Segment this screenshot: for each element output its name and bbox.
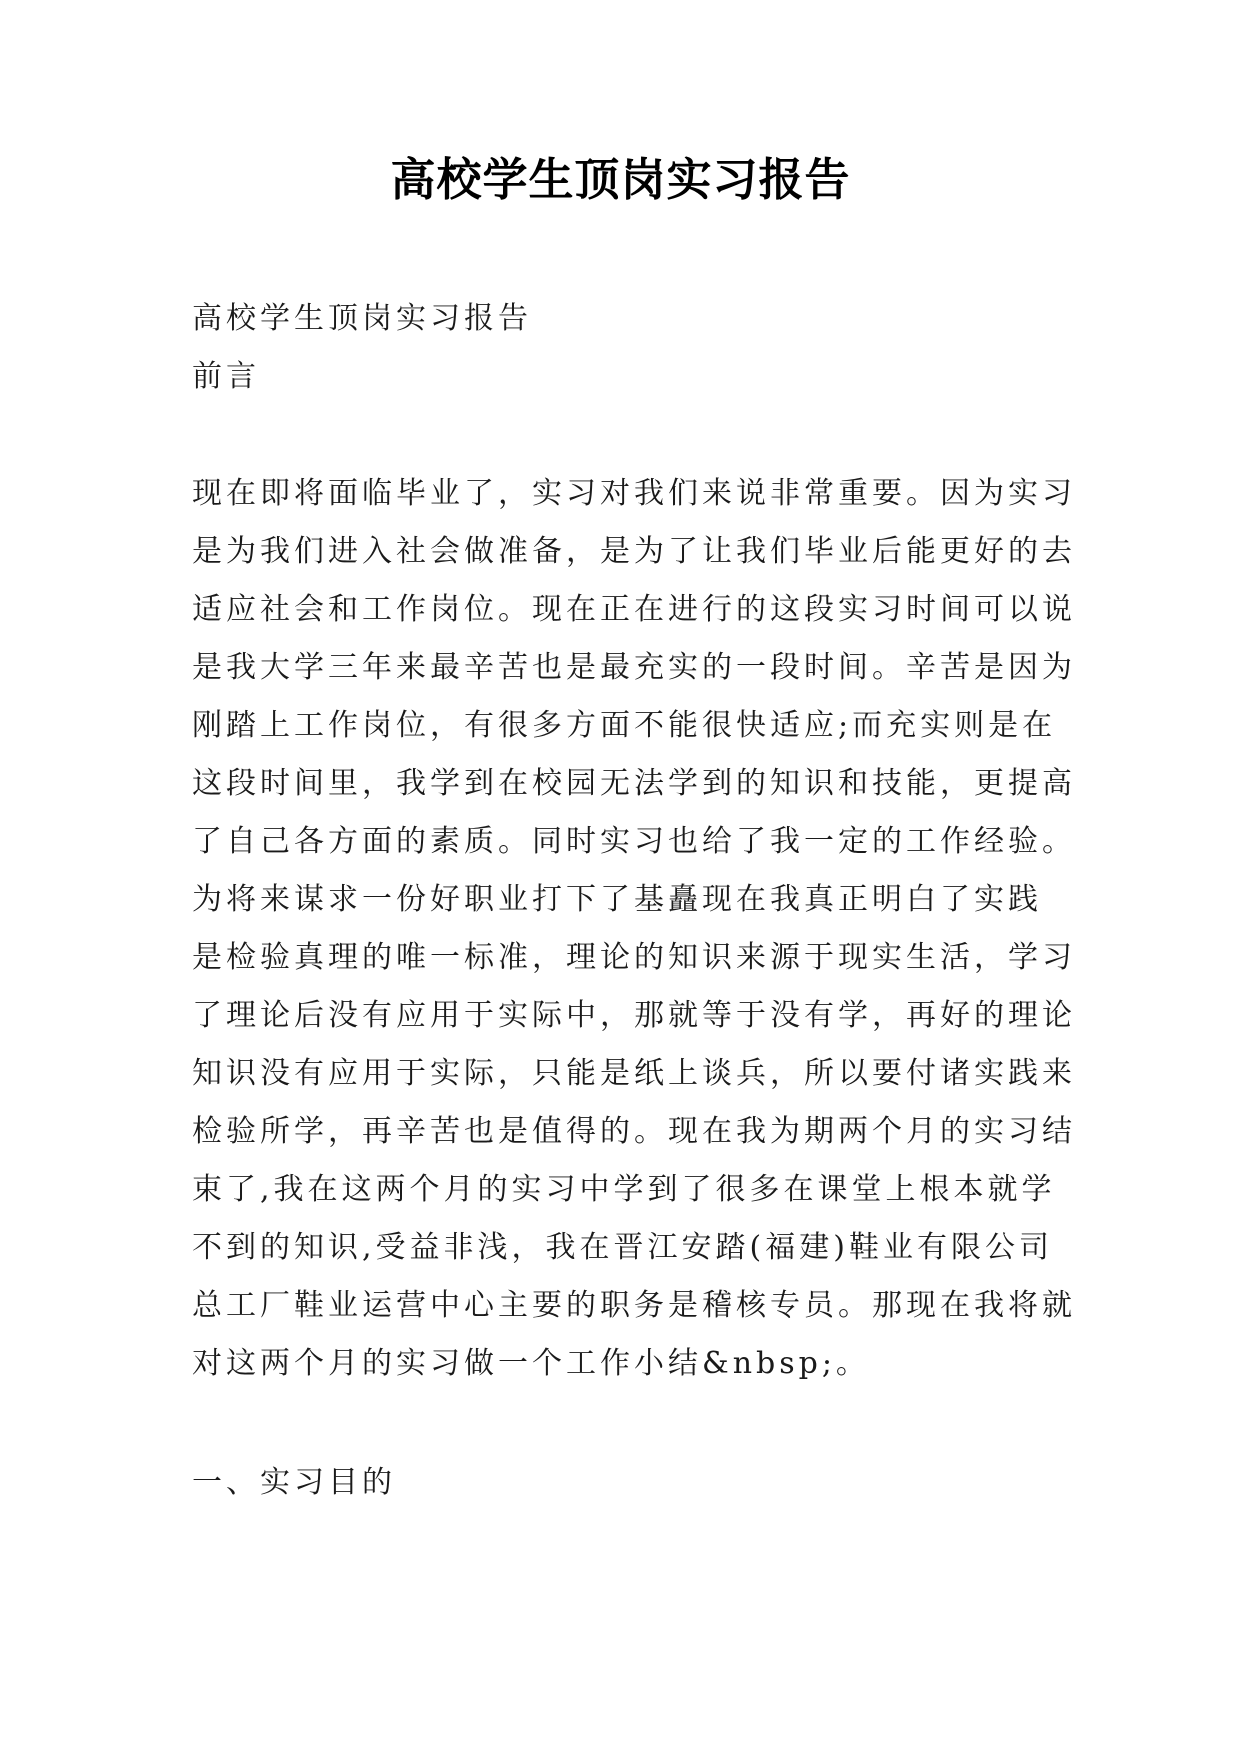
document-header-block: [192, 290, 1072, 406]
paragraph-line: 适应社会和工作岗位。现在正在进行的这段实习时间可以说: [192, 592, 1076, 627]
paragraph-line: 这段时间里，我学到在校园无法学到的知识和技能，更提高: [192, 766, 1076, 801]
paragraph-line: 现在即将面临毕业了，实习对我们来说非常重要。因为实习: [192, 476, 1076, 511]
document-title: 高校学生顶岗实习报告: [390, 153, 851, 206]
paragraph-line: 不到的知识,受益非浅，我在晋江安踏(福建)鞋业有限公司: [192, 1230, 1053, 1265]
preface-label: 前言: [192, 359, 260, 394]
paragraph-line: 束了,我在这两个月的实习中学到了很多在课堂上根本就学: [192, 1172, 1056, 1207]
paragraph-line: 刚踏上工作岗位，有很多方面不能很快适应;而充实则是在: [192, 708, 1057, 743]
paragraph-line: 了自己各方面的素质。同时实习也给了我一定的工作经验。: [192, 824, 1076, 859]
paragraph-line: 是检验真理的唯一标准，理论的知识来源于现实生活，学习: [192, 940, 1076, 975]
paragraph-line: 了理论后没有应用于实际中，那就等于没有学，再好的理论: [192, 998, 1076, 1033]
paragraph-line: 是我大学三年来最辛苦也是最充实的一段时间。辛苦是因为: [192, 650, 1076, 685]
paragraph-line: 知识没有应用于实际，只能是纸上谈兵，所以要付诸实践来: [192, 1056, 1076, 1091]
section-heading-purpose: 一、实习目的: [192, 1465, 396, 1500]
paragraph-line: 检验所学，再辛苦也是值得的。现在我为期两个月的实习结: [192, 1114, 1076, 1149]
paragraph-line: 对这两个月的实习做一个工作小结&nbsp;。: [192, 1346, 870, 1381]
paragraph-line: 总工厂鞋业运营中心主要的职务是稽核专员。那现在我将就: [192, 1288, 1076, 1323]
paragraph-line: 是为我们进入社会做准备，是为了让我们毕业后能更好的去: [192, 534, 1076, 569]
document-subtitle: 高校学生顶岗实习报告: [192, 301, 532, 336]
paragraph-line: 为将来谋求一份好职业打下了基矗现在我真正明白了实践: [192, 882, 1042, 917]
preface-paragraph: [192, 465, 1076, 1393]
